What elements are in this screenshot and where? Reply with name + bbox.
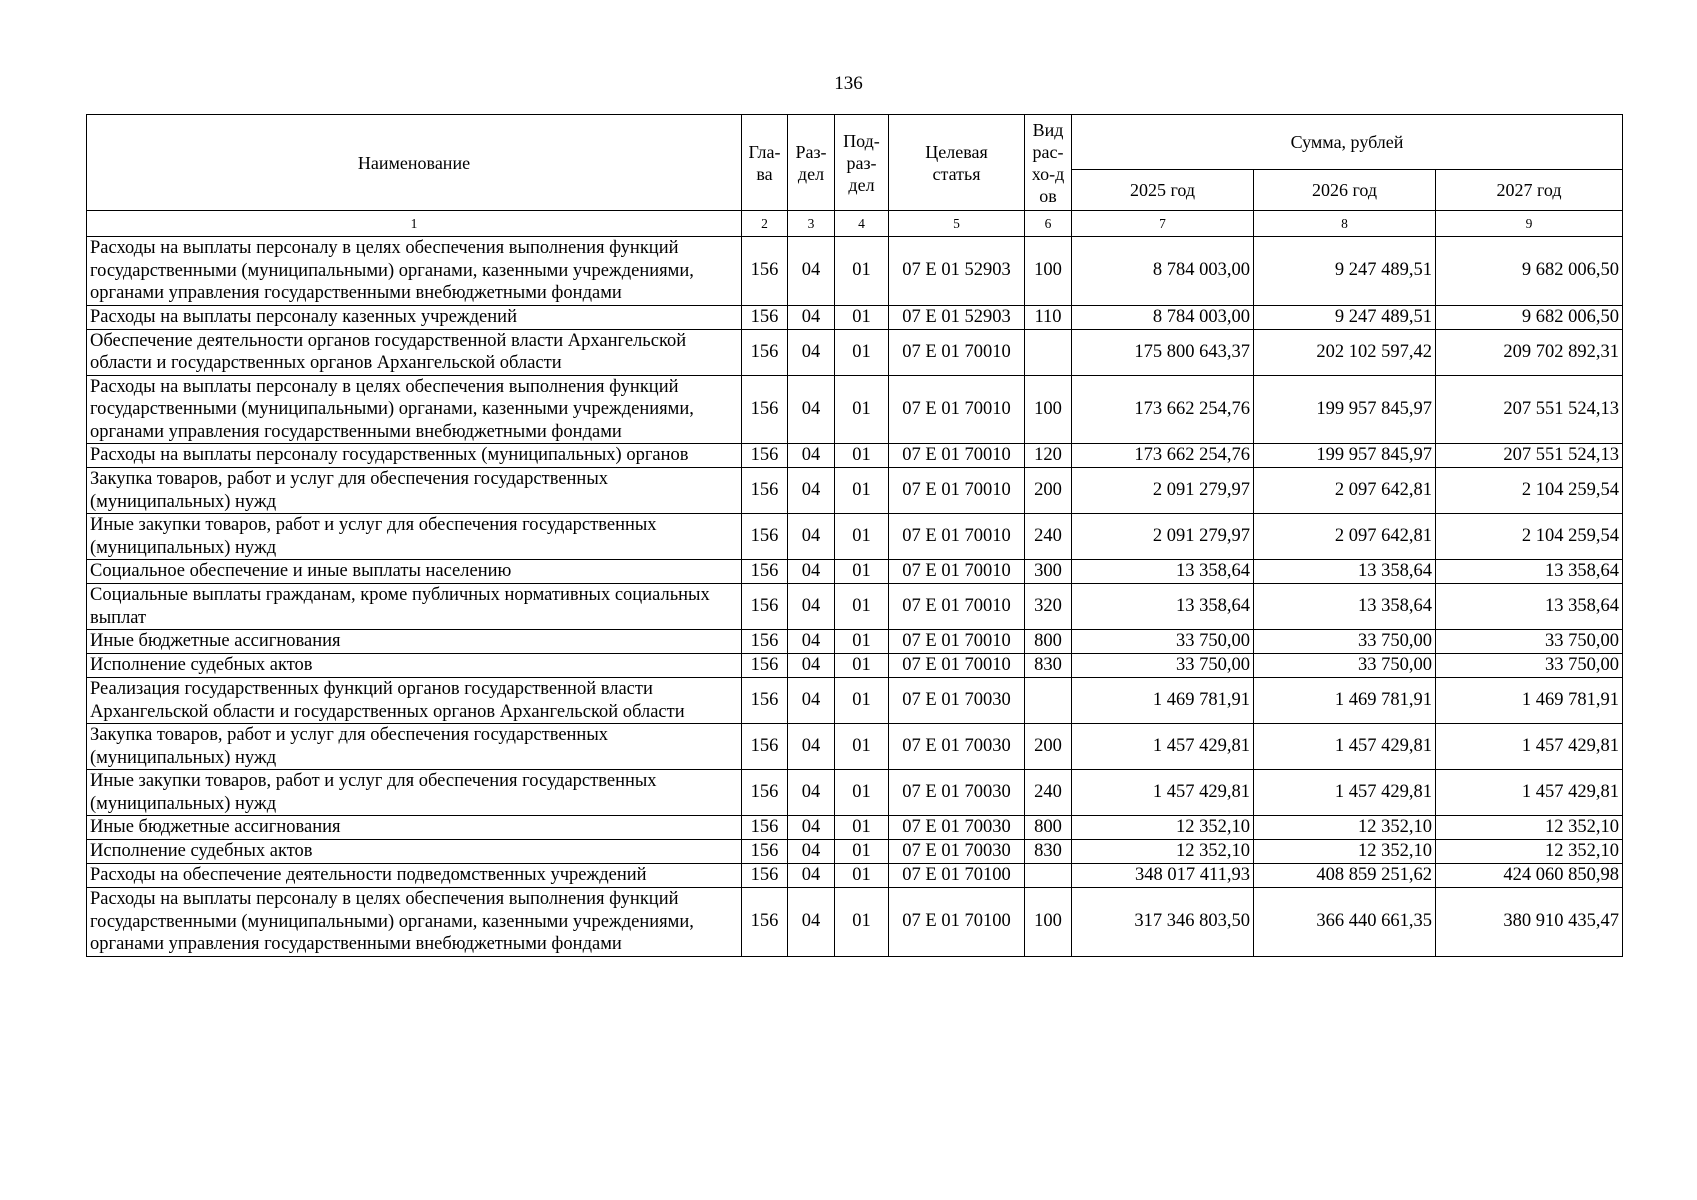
row-name: Обеспечение деятельности органов государственной власти Архангельской области и государственных органов Архангельской области	[87, 329, 742, 375]
row-subsection: 01	[835, 305, 889, 329]
row-amount-2027: 33 750,00	[1436, 654, 1623, 678]
row-amount-2027: 424 060 850,98	[1436, 864, 1623, 888]
page-number: 136	[834, 73, 863, 94]
row-target-article: 07 Е 01 70030	[889, 840, 1025, 864]
table-body	[87, 211, 1623, 957]
row-target-article: 07 Е 01 70030	[889, 724, 1025, 770]
row-subsection: 01	[835, 630, 889, 654]
row-amount-2025: 12 352,10	[1072, 840, 1254, 864]
header-target: Целевая статья	[889, 115, 1025, 211]
table-row	[87, 678, 1623, 724]
table-row	[87, 329, 1623, 375]
row-expense-type: 100	[1025, 237, 1072, 306]
table-row	[87, 864, 1623, 888]
row-expense-type: 830	[1025, 840, 1072, 864]
row-target-article: 07 Е 01 70010	[889, 630, 1025, 654]
row-name: Социальные выплаты гражданам, кроме публичных нормативных социальных выплат	[87, 584, 742, 630]
row-chapter: 156	[742, 678, 788, 724]
row-name: Иные закупки товаров, работ и услуг для обеспечения государственных (муниципальных) нужд	[87, 514, 742, 560]
table-row	[87, 560, 1623, 584]
header-year-2026: 2026 год	[1254, 170, 1436, 211]
row-target-article: 07 Е 01 70010	[889, 514, 1025, 560]
row-section: 04	[788, 816, 835, 840]
row-amount-2025: 33 750,00	[1072, 630, 1254, 654]
row-amount-2027: 207 551 524,13	[1436, 375, 1623, 444]
row-target-article: 07 Е 01 70030	[889, 770, 1025, 816]
row-name: Иные закупки товаров, работ и услуг для обеспечения государственных (муниципальных) нужд	[87, 770, 742, 816]
row-chapter: 156	[742, 237, 788, 306]
row-chapter: 156	[742, 444, 788, 468]
row-amount-2027: 9 682 006,50	[1436, 237, 1623, 306]
column-number: 2	[742, 211, 788, 237]
row-name: Исполнение судебных актов	[87, 840, 742, 864]
row-amount-2025: 175 800 643,37	[1072, 329, 1254, 375]
column-number: 5	[889, 211, 1025, 237]
row-chapter: 156	[742, 329, 788, 375]
row-section: 04	[788, 560, 835, 584]
row-amount-2025: 8 784 003,00	[1072, 237, 1254, 306]
row-amount-2026: 9 247 489,51	[1254, 305, 1436, 329]
row-amount-2027: 33 750,00	[1436, 630, 1623, 654]
header-year-2025: 2025 год	[1072, 170, 1254, 211]
table-row	[87, 444, 1623, 468]
row-target-article: 07 Е 01 70100	[889, 864, 1025, 888]
column-number: 9	[1436, 211, 1623, 237]
row-amount-2026: 1 457 429,81	[1254, 770, 1436, 816]
row-expense-type	[1025, 329, 1072, 375]
row-expense-type: 300	[1025, 560, 1072, 584]
row-amount-2027: 13 358,64	[1436, 560, 1623, 584]
row-expense-type: 100	[1025, 375, 1072, 444]
row-chapter: 156	[742, 654, 788, 678]
row-expense-type: 800	[1025, 816, 1072, 840]
row-chapter: 156	[742, 770, 788, 816]
row-amount-2026: 202 102 597,42	[1254, 329, 1436, 375]
row-section: 04	[788, 864, 835, 888]
table-row	[87, 724, 1623, 770]
row-expense-type	[1025, 678, 1072, 724]
row-amount-2025: 8 784 003,00	[1072, 305, 1254, 329]
row-target-article: 07 Е 01 70010	[889, 560, 1025, 584]
column-number: 1	[87, 211, 742, 237]
row-amount-2025: 348 017 411,93	[1072, 864, 1254, 888]
row-amount-2026: 12 352,10	[1254, 816, 1436, 840]
row-amount-2025: 2 091 279,97	[1072, 468, 1254, 514]
row-subsection: 01	[835, 375, 889, 444]
table-row	[87, 654, 1623, 678]
row-expense-type: 110	[1025, 305, 1072, 329]
row-amount-2027: 380 910 435,47	[1436, 888, 1623, 957]
row-section: 04	[788, 444, 835, 468]
row-subsection: 01	[835, 237, 889, 306]
row-section: 04	[788, 654, 835, 678]
row-amount-2027: 1 457 429,81	[1436, 724, 1623, 770]
row-amount-2025: 1 457 429,81	[1072, 770, 1254, 816]
row-chapter: 156	[742, 468, 788, 514]
row-amount-2025: 33 750,00	[1072, 654, 1254, 678]
row-amount-2026: 9 247 489,51	[1254, 237, 1436, 306]
table-row	[87, 514, 1623, 560]
row-expense-type: 120	[1025, 444, 1072, 468]
row-chapter: 156	[742, 630, 788, 654]
table-row	[87, 584, 1623, 630]
header-name: Наименование	[87, 115, 742, 211]
header-subsection: Под-раз-дел	[835, 115, 889, 211]
row-expense-type: 100	[1025, 888, 1072, 957]
row-amount-2025: 2 091 279,97	[1072, 514, 1254, 560]
row-target-article: 07 Е 01 70010	[889, 468, 1025, 514]
row-section: 04	[788, 770, 835, 816]
row-amount-2026: 13 358,64	[1254, 560, 1436, 584]
row-amount-2027: 2 104 259,54	[1436, 514, 1623, 560]
row-amount-2026: 366 440 661,35	[1254, 888, 1436, 957]
table-row	[87, 888, 1623, 957]
row-target-article: 07 Е 01 70010	[889, 444, 1025, 468]
header-chapter: Гла-ва	[742, 115, 788, 211]
column-number: 7	[1072, 211, 1254, 237]
table-row	[87, 840, 1623, 864]
row-section: 04	[788, 237, 835, 306]
row-name: Расходы на выплаты персоналу казенных учреждений	[87, 305, 742, 329]
row-name: Расходы на обеспечение деятельности подведомственных учреждений	[87, 864, 742, 888]
table-row	[87, 237, 1623, 306]
row-section: 04	[788, 329, 835, 375]
row-amount-2027: 1 457 429,81	[1436, 770, 1623, 816]
row-subsection: 01	[835, 888, 889, 957]
row-target-article: 07 Е 01 70030	[889, 816, 1025, 840]
row-target-article: 07 Е 01 70010	[889, 329, 1025, 375]
row-subsection: 01	[835, 724, 889, 770]
row-subsection: 01	[835, 584, 889, 630]
row-subsection: 01	[835, 770, 889, 816]
row-amount-2026: 199 957 845,97	[1254, 375, 1436, 444]
row-target-article: 07 Е 01 52903	[889, 237, 1025, 306]
row-expense-type: 320	[1025, 584, 1072, 630]
table-row	[87, 816, 1623, 840]
row-amount-2025: 1 469 781,91	[1072, 678, 1254, 724]
row-section: 04	[788, 678, 835, 724]
row-amount-2026: 33 750,00	[1254, 630, 1436, 654]
row-chapter: 156	[742, 514, 788, 560]
row-amount-2026: 33 750,00	[1254, 654, 1436, 678]
row-amount-2026: 13 358,64	[1254, 584, 1436, 630]
row-name: Закупка товаров, работ и услуг для обеспечения государственных (муниципальных) нужд	[87, 468, 742, 514]
row-subsection: 01	[835, 329, 889, 375]
table-row	[87, 468, 1623, 514]
row-target-article: 07 Е 01 70010	[889, 654, 1025, 678]
row-chapter: 156	[742, 560, 788, 584]
row-subsection: 01	[835, 514, 889, 560]
row-amount-2027: 209 702 892,31	[1436, 329, 1623, 375]
table-row	[87, 770, 1623, 816]
row-chapter: 156	[742, 375, 788, 444]
row-chapter: 156	[742, 840, 788, 864]
row-name: Расходы на выплаты персоналу государственных (муниципальных) органов	[87, 444, 742, 468]
row-section: 04	[788, 724, 835, 770]
row-target-article: 07 Е 01 52903	[889, 305, 1025, 329]
row-subsection: 01	[835, 468, 889, 514]
row-amount-2027: 2 104 259,54	[1436, 468, 1623, 514]
row-subsection: 01	[835, 678, 889, 724]
row-name: Исполнение судебных актов	[87, 654, 742, 678]
row-amount-2026: 2 097 642,81	[1254, 468, 1436, 514]
row-name: Реализация государственных функций органов государственной власти Архангельской области и государственных органов Архангельской области	[87, 678, 742, 724]
row-subsection: 01	[835, 864, 889, 888]
row-section: 04	[788, 840, 835, 864]
row-section: 04	[788, 630, 835, 654]
table-header	[87, 115, 1623, 211]
row-amount-2025: 12 352,10	[1072, 816, 1254, 840]
row-section: 04	[788, 514, 835, 560]
table-row	[87, 305, 1623, 329]
row-target-article: 07 Е 01 70010	[889, 375, 1025, 444]
row-expense-type: 800	[1025, 630, 1072, 654]
row-subsection: 01	[835, 654, 889, 678]
row-amount-2025: 173 662 254,76	[1072, 444, 1254, 468]
row-amount-2026: 12 352,10	[1254, 840, 1436, 864]
table-row	[87, 375, 1623, 444]
row-name: Закупка товаров, работ и услуг для обеспечения государственных (муниципальных) нужд	[87, 724, 742, 770]
row-chapter: 156	[742, 305, 788, 329]
row-name: Социальное обеспечение и иные выплаты населению	[87, 560, 742, 584]
row-amount-2027: 9 682 006,50	[1436, 305, 1623, 329]
row-section: 04	[788, 305, 835, 329]
row-amount-2026: 1 469 781,91	[1254, 678, 1436, 724]
row-chapter: 156	[742, 584, 788, 630]
row-chapter: 156	[742, 816, 788, 840]
header-year-2027: 2027 год	[1436, 170, 1623, 211]
row-chapter: 156	[742, 864, 788, 888]
row-name: Иные бюджетные ассигнования	[87, 630, 742, 654]
row-expense-type: 830	[1025, 654, 1072, 678]
row-expense-type: 200	[1025, 468, 1072, 514]
row-name: Расходы на выплаты персоналу в целях обеспечения выполнения функций государственными (муниципальными) органами, казенными учреждениями, органами управления государственными внебюджетными фондами	[87, 237, 742, 306]
row-amount-2025: 1 457 429,81	[1072, 724, 1254, 770]
header-section: Раз-дел	[788, 115, 835, 211]
row-amount-2027: 12 352,10	[1436, 816, 1623, 840]
budget-table	[86, 114, 1623, 957]
row-amount-2027: 12 352,10	[1436, 840, 1623, 864]
row-section: 04	[788, 584, 835, 630]
row-expense-type: 240	[1025, 770, 1072, 816]
row-subsection: 01	[835, 560, 889, 584]
row-expense-type	[1025, 864, 1072, 888]
header-expense-type: Вид рас-хо-дов	[1025, 115, 1072, 211]
row-amount-2027: 207 551 524,13	[1436, 444, 1623, 468]
row-target-article: 07 Е 01 70030	[889, 678, 1025, 724]
column-number: 6	[1025, 211, 1072, 237]
row-chapter: 156	[742, 724, 788, 770]
row-target-article: 07 Е 01 70100	[889, 888, 1025, 957]
table-row	[87, 630, 1623, 654]
row-amount-2025: 13 358,64	[1072, 560, 1254, 584]
row-amount-2027: 1 469 781,91	[1436, 678, 1623, 724]
row-subsection: 01	[835, 444, 889, 468]
row-amount-2025: 317 346 803,50	[1072, 888, 1254, 957]
row-subsection: 01	[835, 840, 889, 864]
row-amount-2026: 408 859 251,62	[1254, 864, 1436, 888]
column-number: 8	[1254, 211, 1436, 237]
column-number: 4	[835, 211, 889, 237]
row-subsection: 01	[835, 816, 889, 840]
header-sum: Сумма, рублей	[1072, 115, 1623, 170]
row-amount-2025: 173 662 254,76	[1072, 375, 1254, 444]
row-chapter: 156	[742, 888, 788, 957]
row-section: 04	[788, 468, 835, 514]
row-amount-2025: 13 358,64	[1072, 584, 1254, 630]
row-expense-type: 240	[1025, 514, 1072, 560]
row-name: Расходы на выплаты персоналу в целях обеспечения выполнения функций государственными (муниципальными) органами, казенными учреждениями, органами управления государственными внебюджетными фондами	[87, 375, 742, 444]
row-amount-2026: 1 457 429,81	[1254, 724, 1436, 770]
row-amount-2026: 2 097 642,81	[1254, 514, 1436, 560]
row-name: Иные бюджетные ассигнования	[87, 816, 742, 840]
column-number-row	[87, 211, 1623, 237]
row-section: 04	[788, 888, 835, 957]
row-expense-type: 200	[1025, 724, 1072, 770]
row-amount-2027: 13 358,64	[1436, 584, 1623, 630]
row-name: Расходы на выплаты персоналу в целях обеспечения выполнения функций государственными (муниципальными) органами, казенными учреждениями, органами управления государственными внебюджетными фондами	[87, 888, 742, 957]
column-number: 3	[788, 211, 835, 237]
row-target-article: 07 Е 01 70010	[889, 584, 1025, 630]
row-section: 04	[788, 375, 835, 444]
row-amount-2026: 199 957 845,97	[1254, 444, 1436, 468]
